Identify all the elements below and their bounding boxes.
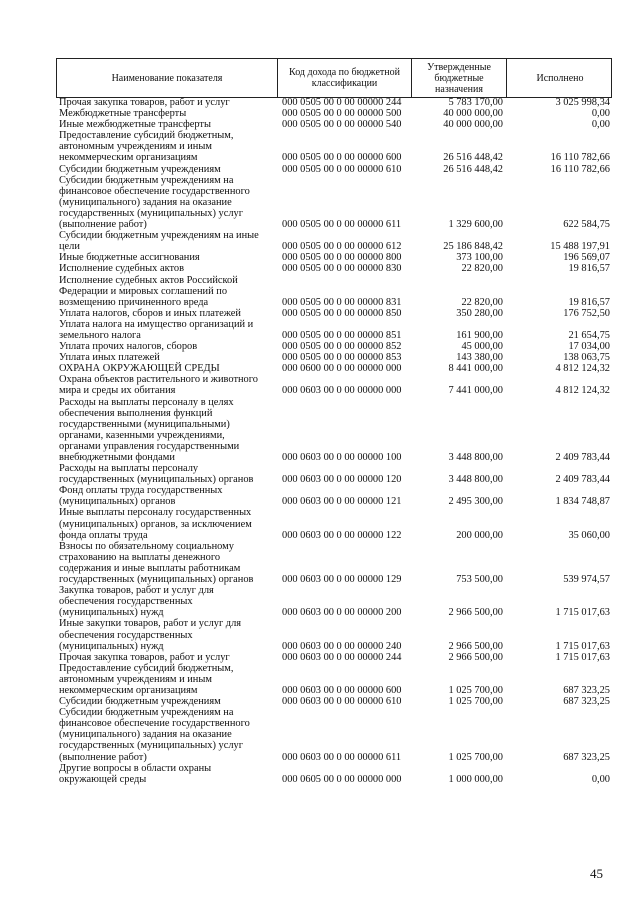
table-row bbox=[56, 763, 612, 785]
row-name: Субсидии бюджетным учреждениям bbox=[59, 163, 221, 175]
table-row bbox=[56, 707, 612, 762]
table-row bbox=[56, 663, 612, 696]
row-plan: 3 448 800,00 bbox=[448, 452, 503, 463]
row-name: Субсидии бюджетным учреждениям на финансовое обеспечение государственного (муниципального) задания на оказание государственных (муниципальных) услуг (выполнение работ) bbox=[59, 707, 250, 763]
row-plan: 22 820,00 bbox=[461, 296, 503, 308]
table-row bbox=[56, 341, 612, 352]
row-plan: 2 966 500,00 bbox=[448, 651, 503, 663]
row-code: 000 0505 00 0 00 00000 244 bbox=[282, 97, 402, 108]
row-name: Субсидии бюджетным учреждениям на иные цели bbox=[59, 230, 259, 253]
table-row bbox=[56, 585, 612, 618]
header-exec: Исполнено bbox=[536, 72, 584, 84]
row-name: Предоставление субсидий бюджетным, автономным учреждениям и иным некоммерческим организациям bbox=[59, 662, 234, 696]
row-exec: 15 488 197,91 bbox=[550, 241, 610, 253]
row-name: Уплата иных платежей bbox=[59, 352, 160, 364]
row-plan: 2 966 500,00 bbox=[448, 607, 503, 619]
row-plan: 373 100,00 bbox=[456, 252, 503, 264]
table-row bbox=[56, 363, 612, 374]
row-exec: 16 110 782,66 bbox=[550, 152, 610, 164]
row-code: 000 0603 00 0 00 00000 610 bbox=[282, 696, 402, 708]
row-plan: 25 186 848,42 bbox=[443, 241, 503, 253]
row-code: 000 0505 00 0 00 00000 540 bbox=[282, 119, 402, 131]
table-row bbox=[56, 352, 612, 363]
row-name: Фонд оплаты труда государственных (муниципальных) органов bbox=[59, 485, 223, 508]
row-name: Иные межбюджетные трансферты bbox=[59, 119, 211, 131]
table-row bbox=[56, 485, 612, 507]
row-exec: 16 110 782,66 bbox=[550, 163, 610, 175]
row-name: Субсидии бюджетным учреждениям на финансовое обеспечение государственного (муниципального) задания на оказание государственных (муниципальных) услуг (выполнение работ) bbox=[59, 174, 250, 231]
row-name: Закупка товаров, работ и услуг для обеспечения государственных (муниципальных) нужд bbox=[59, 585, 214, 619]
table-row bbox=[56, 130, 612, 163]
row-code: 000 0603 00 0 00 00000 122 bbox=[282, 529, 402, 541]
row-exec: 1 715 017,63 bbox=[555, 640, 610, 652]
row-plan: 161 900,00 bbox=[456, 329, 503, 341]
row-code: 000 0603 00 0 00 00000 244 bbox=[282, 651, 402, 663]
row-name: Иные выплаты персоналу государственных (муниципальных) органов, за исключением фонда оплаты труда bbox=[59, 507, 252, 541]
row-code: 000 0505 00 0 00 00000 500 bbox=[282, 108, 402, 120]
row-exec: 3 025 998,34 bbox=[555, 97, 610, 108]
row-exec: 4 812 124,32 bbox=[555, 385, 610, 397]
row-code: 000 0505 00 0 00 00000 800 bbox=[282, 252, 402, 264]
table-row bbox=[56, 618, 612, 651]
row-code: 000 0603 00 0 00 00000 120 bbox=[282, 474, 402, 486]
row-name: Расходы на выплаты персоналу в целях обеспечения выполнения функций государственными (муниципальными) органами, казенными учреждениями, органами управления государственными внебюджетными фондами bbox=[59, 396, 240, 463]
header-plan: Утвержденные бюджетные назначения bbox=[412, 59, 507, 97]
row-name: Иные бюджетные ассигнования bbox=[59, 252, 200, 264]
row-code: 000 0505 00 0 00 00000 830 bbox=[282, 263, 402, 275]
row-plan: 1 025 700,00 bbox=[448, 684, 503, 696]
row-plan: 753 500,00 bbox=[456, 574, 503, 586]
row-exec: 138 063,75 bbox=[563, 352, 610, 364]
row-exec: 1 715 017,63 bbox=[555, 607, 610, 619]
row-name: Прочая закупка товаров, работ и услуг bbox=[59, 651, 230, 663]
row-exec: 176 752,50 bbox=[563, 307, 610, 319]
row-plan: 1 025 700,00 bbox=[448, 696, 503, 708]
row-name: Уплата налога на имущество организаций и земельного налога bbox=[59, 318, 254, 341]
row-exec: 687 323,25 bbox=[563, 751, 610, 763]
row-code: 000 0505 00 0 00 00000 831 bbox=[282, 296, 402, 308]
row-code: 000 0505 00 0 00 00000 611 bbox=[282, 219, 402, 231]
table-body bbox=[56, 97, 612, 785]
row-plan: 40 000 000,00 bbox=[443, 108, 503, 120]
row-code: 000 0603 00 0 00 00000 000 bbox=[282, 385, 402, 397]
table-row bbox=[56, 108, 612, 119]
table-row bbox=[56, 397, 612, 464]
row-code: 000 0505 00 0 00 00000 610 bbox=[282, 163, 402, 175]
row-name: Исполнение судебных актов Российской Федерации и мировых соглашений по возмещению причиненного вреда bbox=[59, 274, 238, 308]
row-plan: 26 516 448,42 bbox=[443, 163, 503, 175]
table-row bbox=[56, 374, 612, 396]
row-plan: 5 783 170,00 bbox=[448, 97, 503, 108]
row-exec: 17 034,00 bbox=[568, 341, 610, 353]
table-row bbox=[56, 164, 612, 175]
row-name: Уплата налогов, сборов и иных платежей bbox=[59, 307, 241, 319]
row-name: Взносы по обязательному социальному страхованию на выплаты денежного содержания и иные выплаты работникам государственных (муниципальных) органов bbox=[59, 540, 254, 586]
table-row bbox=[56, 263, 612, 274]
row-plan: 8 441 000,00 bbox=[448, 363, 503, 375]
table-row bbox=[56, 507, 612, 540]
row-plan: 1 000 000,00 bbox=[448, 773, 503, 785]
table-row bbox=[56, 319, 612, 341]
row-code: 000 0603 00 0 00 00000 200 bbox=[282, 607, 402, 619]
row-exec: 2 409 783,44 bbox=[555, 474, 610, 486]
row-exec: 0,00 bbox=[591, 119, 610, 131]
row-code: 000 0603 00 0 00 00000 240 bbox=[282, 640, 402, 652]
row-code: 000 0505 00 0 00 00000 853 bbox=[282, 352, 402, 364]
row-name: Расходы на выплаты персоналу государственных (муниципальных) органов bbox=[59, 463, 254, 486]
row-plan: 2 495 300,00 bbox=[448, 496, 503, 508]
row-code: 000 0603 00 0 00 00000 121 bbox=[282, 496, 402, 508]
row-exec: 21 654,75 bbox=[568, 329, 610, 341]
row-name: Уплата прочих налогов, сборов bbox=[59, 341, 198, 353]
row-code: 000 0603 00 0 00 00000 100 bbox=[282, 452, 402, 463]
header-code: Код дохода по бюджетной классификации bbox=[278, 59, 412, 97]
table-row bbox=[56, 97, 612, 108]
row-name: Межбюджетные трансферты bbox=[59, 108, 187, 120]
table-row bbox=[56, 696, 612, 707]
table-row bbox=[56, 252, 612, 263]
row-code: 000 0603 00 0 00 00000 611 bbox=[282, 751, 402, 763]
table-row bbox=[56, 175, 612, 230]
row-name: Другие вопросы в области охраны окружающей среды bbox=[59, 762, 212, 785]
row-exec: 19 816,57 bbox=[568, 263, 610, 275]
row-name: Предоставление субсидий бюджетным, автономным учреждениям и иным некоммерческим организациям bbox=[59, 130, 234, 164]
row-exec: 2 409 783,44 bbox=[555, 452, 610, 463]
row-plan: 40 000 000,00 bbox=[443, 119, 503, 131]
row-name: Исполнение судебных актов bbox=[59, 263, 184, 275]
table-row bbox=[56, 275, 612, 308]
row-exec: 4 812 124,32 bbox=[555, 363, 610, 375]
row-name: Иные закупки товаров, работ и услуг для обеспечения государственных (муниципальных) нужд bbox=[59, 618, 242, 652]
row-exec: 687 323,25 bbox=[563, 684, 610, 696]
row-exec: 35 060,00 bbox=[568, 529, 610, 541]
row-code: 000 0603 00 0 00 00000 129 bbox=[282, 574, 402, 586]
row-name: ОХРАНА ОКРУЖАЮЩЕЙ СРЕДЫ bbox=[59, 363, 220, 375]
row-plan: 143 380,00 bbox=[456, 352, 503, 364]
table-row bbox=[56, 308, 612, 319]
row-code: 000 0505 00 0 00 00000 600 bbox=[282, 152, 402, 164]
row-exec: 196 569,07 bbox=[563, 252, 610, 264]
row-exec: 687 323,25 bbox=[563, 696, 610, 708]
row-plan: 26 516 448,42 bbox=[443, 152, 503, 164]
row-plan: 45 000,00 bbox=[461, 341, 503, 353]
row-plan: 2 966 500,00 bbox=[448, 640, 503, 652]
row-plan: 7 441 000,00 bbox=[448, 385, 503, 397]
table-row bbox=[56, 541, 612, 585]
row-exec: 19 816,57 bbox=[568, 296, 610, 308]
table-row bbox=[56, 119, 612, 130]
row-plan: 1 329 600,00 bbox=[448, 219, 503, 231]
row-exec: 1 715 017,63 bbox=[555, 651, 610, 663]
table-row bbox=[56, 463, 612, 485]
row-code: 000 0505 00 0 00 00000 852 bbox=[282, 341, 402, 353]
row-code: 000 0505 00 0 00 00000 851 bbox=[282, 329, 402, 341]
table-row bbox=[56, 230, 612, 252]
page-number: 45 bbox=[590, 866, 603, 881]
row-code: 000 0605 00 0 00 00000 000 bbox=[282, 773, 402, 785]
row-name: Субсидии бюджетным учреждениям bbox=[59, 696, 221, 708]
row-name: Прочая закупка товаров, работ и услуг bbox=[59, 97, 230, 108]
row-exec: 539 974,57 bbox=[563, 574, 610, 586]
row-plan: 22 820,00 bbox=[461, 263, 503, 275]
row-code: 000 0600 00 0 00 00000 000 bbox=[282, 363, 402, 375]
row-exec: 0,00 bbox=[591, 108, 610, 120]
row-exec: 0,00 bbox=[591, 773, 610, 785]
row-plan: 1 025 700,00 bbox=[448, 751, 503, 763]
table-row bbox=[56, 652, 612, 663]
row-plan: 350 280,00 bbox=[456, 307, 503, 319]
row-code: 000 0505 00 0 00 00000 612 bbox=[282, 241, 402, 253]
row-code: 000 0505 00 0 00 00000 850 bbox=[282, 307, 402, 319]
row-exec: 1 834 748,87 bbox=[555, 496, 610, 508]
row-plan: 200 000,00 bbox=[456, 529, 503, 541]
table-header bbox=[56, 58, 612, 98]
row-plan: 3 448 800,00 bbox=[448, 474, 503, 486]
header-name: Наименование показателя bbox=[57, 59, 278, 97]
row-code: 000 0603 00 0 00 00000 600 bbox=[282, 684, 402, 696]
row-exec: 622 584,75 bbox=[563, 219, 610, 231]
row-name: Охрана объектов растительного и животного мира и среды их обитания bbox=[59, 374, 258, 397]
